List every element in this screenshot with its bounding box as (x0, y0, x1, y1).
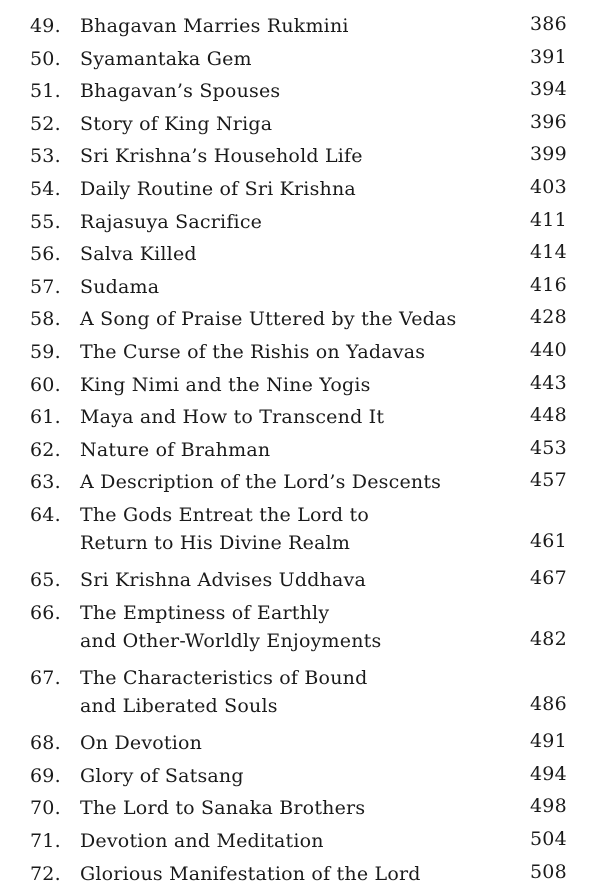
toc-entry-title-line: Syamantaka Gem (80, 47, 252, 70)
toc-entry-page-number: 482 (530, 627, 567, 650)
toc-entry-title-line: Rajasuya Sacrifice (80, 210, 263, 233)
toc-entry-title (80, 794, 510, 822)
toc-entry-number: 57. (30, 275, 61, 298)
toc-entry-page-number: 386 (530, 13, 567, 35)
toc-entry-title-line: and Liberated Souls (80, 695, 278, 717)
toc-entry-title (80, 240, 510, 268)
toc-entry (0, 77, 600, 105)
toc-entry-number: 65. (30, 569, 61, 592)
toc-entry-number: 71. (30, 830, 61, 852)
toc-entry-title-line: The Emptiness of Earthly (80, 601, 330, 624)
toc-entry-title (80, 860, 510, 888)
toc-entry-page-number: 403 (530, 176, 567, 198)
toc-entry-title-line: Sri Krishna Advises Uddhava (80, 569, 367, 592)
toc-entry-title-line: The Curse of the Rishis on Yadavas (80, 341, 426, 363)
toc-entry-number: 69. (30, 764, 61, 787)
toc-entry-page-number: 416 (530, 273, 567, 296)
toc-entry-page-number: 508 (530, 860, 567, 883)
toc-entry (0, 371, 600, 399)
toc-entry (0, 240, 600, 268)
toc-entry-title (80, 599, 510, 655)
toc-entry-title (80, 729, 510, 757)
toc-entry-title (80, 305, 510, 333)
toc-entry-title-line: Story of King Nriga (80, 112, 273, 135)
toc-entry-title (80, 338, 510, 366)
toc-entry-page-number: 486 (530, 693, 567, 715)
toc-entry (0, 860, 600, 888)
toc-entry-number: 54. (30, 178, 61, 200)
toc-entry (0, 175, 600, 203)
toc-entry-number: 68. (30, 732, 61, 755)
toc-entry-title-line: Bhagavan Marries Rukmini (80, 15, 349, 37)
toc-entry-title-line: Daily Routine of Sri Krishna (80, 178, 356, 200)
toc-entry-title-line: Glory of Satsang (80, 764, 244, 787)
toc-entry-number: 53. (30, 145, 61, 168)
toc-entry-title (80, 664, 510, 720)
toc-entry-title (80, 827, 510, 855)
toc-entry-page-number: 453 (530, 436, 567, 459)
toc-entry-number: 72. (30, 862, 61, 885)
toc-entry-title-line: and Other-Worldly Enjoyments (80, 629, 382, 652)
toc-entry (0, 142, 600, 170)
toc-entry-title (80, 371, 510, 399)
toc-entry (0, 110, 600, 138)
toc-entry (0, 827, 600, 855)
toc-entry-number: 67. (30, 667, 61, 689)
toc-entry (0, 208, 600, 236)
toc-entry (0, 729, 600, 757)
toc-entry-page-number: 414 (530, 241, 567, 264)
toc-entry-title-line: Devotion and Meditation (80, 830, 324, 852)
toc-entry-number: 50. (30, 47, 61, 70)
toc-entry-number: 49. (30, 15, 61, 37)
toc-entry-number: 64. (30, 504, 61, 526)
toc-entry (0, 501, 600, 557)
toc-entry-title (80, 566, 510, 594)
toc-entry-title (80, 77, 510, 105)
toc-entry-title (80, 273, 510, 301)
toc-entry-page-number: 448 (530, 404, 567, 427)
toc-entry-number: 58. (30, 308, 61, 331)
toc-entry-title (80, 175, 510, 203)
toc-entry-page-number: 391 (530, 45, 567, 68)
toc-entry-title-line: Sri Krishna’s Household Life (80, 145, 363, 168)
toc-entry-title-line: Salva Killed (80, 243, 197, 266)
toc-entry (0, 305, 600, 333)
toc-entry-title (80, 762, 510, 790)
toc-entry-page-number: 396 (530, 110, 567, 133)
toc-entry-number: 62. (30, 438, 61, 461)
toc-entry-title-line: Bhagavan’s Spouses (80, 80, 281, 103)
toc-entry-number: 51. (30, 80, 61, 103)
toc-entry-title-line: Sudama (80, 275, 160, 298)
toc-entry (0, 762, 600, 790)
toc-entry-number: 52. (30, 112, 61, 135)
toc-entry-title-line: King Nimi and the Nine Yogis (80, 373, 371, 396)
toc-entry-number: 55. (30, 210, 61, 233)
toc-entry-title (80, 208, 510, 236)
toc-entry-page-number: 443 (530, 371, 567, 394)
toc-entry-page-number: 461 (530, 530, 567, 552)
toc-entry (0, 338, 600, 366)
toc-entry (0, 566, 600, 594)
toc-entry-page-number: 399 (530, 143, 567, 166)
toc-entry-title-line: The Characteristics of Bound (80, 667, 368, 689)
toc-entry-page-number: 494 (530, 762, 567, 785)
toc-entry (0, 599, 600, 655)
toc-entry-number: 56. (30, 243, 61, 266)
toc-entry-title (80, 468, 510, 496)
toc-entry (0, 273, 600, 301)
toc-entry (0, 664, 600, 720)
toc-entry-title (80, 403, 510, 431)
toc-entry-title-line: A Song of Praise Uttered by the Vedas (80, 308, 457, 331)
toc-entry-title-line: A Description of the Lord’s Descents (80, 471, 442, 494)
toc-entry-page-number: 457 (530, 469, 567, 492)
toc-entry (0, 45, 600, 73)
toc-entry (0, 794, 600, 822)
toc-entry-number: 70. (30, 797, 61, 820)
toc-entry (0, 403, 600, 431)
toc-entry-page-number: 491 (530, 730, 567, 753)
toc-entry-title (80, 45, 510, 73)
toc-entry-title-line: Return to His Divine Realm (80, 532, 351, 554)
toc-entry (0, 468, 600, 496)
toc-entry-title (80, 436, 510, 464)
toc-entry-title-line: The Lord to Sanaka Brothers (80, 797, 366, 820)
toc-entry-number: 60. (30, 373, 61, 396)
toc-entry-page-number: 428 (530, 306, 567, 329)
toc-entry-title-line: Maya and How to Transcend It (80, 406, 385, 429)
toc-entry-title-line: Nature of Brahman (80, 438, 271, 461)
toc-entry-page-number: 440 (530, 339, 567, 361)
toc-entry-title (80, 142, 510, 170)
toc-entry-title (80, 12, 510, 40)
toc-entry-number: 59. (30, 341, 61, 363)
toc-entry-title-line: Glorious Manifestation of the Lord (80, 862, 421, 885)
toc-entry-number: 63. (30, 471, 61, 494)
toc-entry-title (80, 501, 510, 557)
toc-entry-number: 66. (30, 601, 61, 624)
toc-entry-page-number: 411 (530, 208, 567, 231)
toc-entry-page-number: 467 (530, 567, 567, 590)
toc-entry-title-line: The Gods Entreat the Lord to (80, 504, 370, 526)
toc-entry (0, 12, 600, 40)
toc-entry-title-line: On Devotion (80, 732, 203, 755)
toc-entry-page-number: 504 (530, 828, 567, 850)
toc-entry-page-number: 394 (530, 78, 567, 101)
toc-entry (0, 436, 600, 464)
toc-entry-title (80, 110, 510, 138)
toc-entry-number: 61. (30, 406, 61, 429)
toc-entry-page-number: 498 (530, 795, 567, 818)
